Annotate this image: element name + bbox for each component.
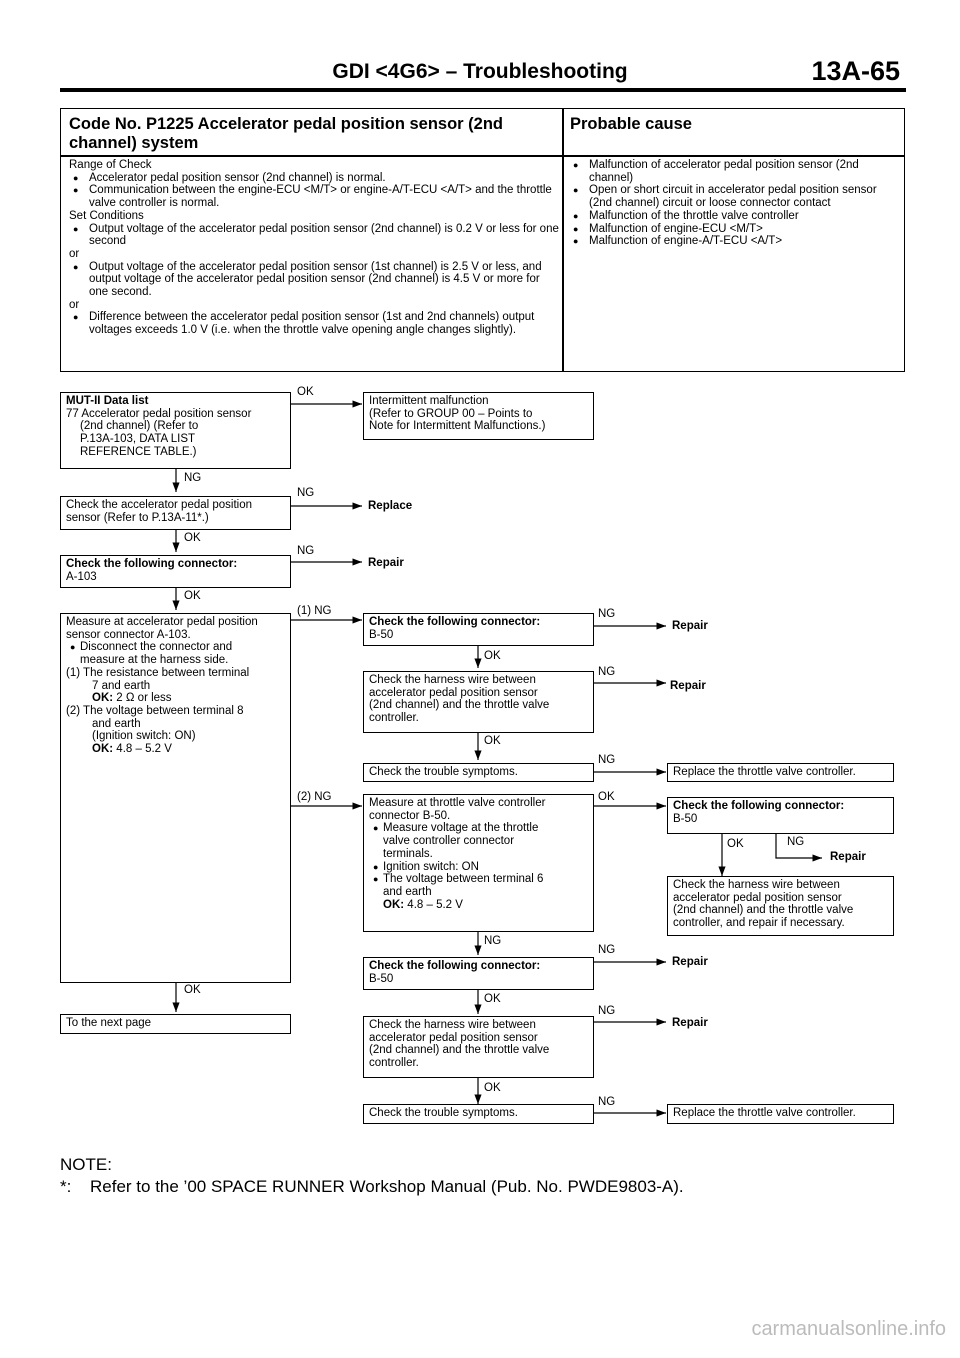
measure-tvc-line: Measure at throttle valve controller bbox=[369, 797, 546, 809]
connector-id: B-50 bbox=[369, 972, 394, 985]
trouble-symptoms-box bbox=[363, 763, 594, 782]
note-line bbox=[60, 1176, 684, 1198]
ng-branch-2-label: (2) NG bbox=[297, 791, 332, 803]
page-number: 13A-65 bbox=[811, 56, 900, 86]
check-connector-title: Check the following connector: bbox=[66, 558, 238, 570]
ok-label: OK bbox=[297, 386, 314, 398]
check-sensor-line: sensor (Refer to P.13A-11*.) bbox=[66, 511, 209, 524]
replace-tvc-text: Replace the throttle valve controller. bbox=[673, 1107, 856, 1119]
ok-label: OK bbox=[484, 993, 501, 1005]
ng-label: NG bbox=[484, 935, 502, 947]
ok-label: OK bbox=[484, 1082, 501, 1094]
next-page-text: To the next page bbox=[66, 1017, 152, 1029]
ng-label: NG bbox=[598, 1096, 616, 1108]
check-connector-b50-box-3 bbox=[667, 797, 894, 834]
replace-tvc-box bbox=[667, 763, 894, 782]
ok-label: OK: bbox=[383, 898, 405, 911]
mut-line: (2nd channel) (Refer to bbox=[80, 420, 199, 433]
ok-label: OK: bbox=[92, 743, 114, 756]
measure-line: sensor connector A-103. bbox=[66, 628, 191, 641]
trouble-text: Check the trouble symptoms. bbox=[369, 766, 518, 778]
measure-tvc-ok-line bbox=[369, 899, 588, 912]
measure-ok-line bbox=[66, 692, 285, 705]
harness-line: accelerator pedal position sensor bbox=[369, 686, 538, 699]
or-label: or bbox=[69, 298, 80, 311]
ng-label: NG bbox=[787, 836, 805, 848]
cause-item: ● Open or short circuit in accelerator pedal position sensor (2nd channel) circuit or loose connector contact bbox=[569, 184, 901, 209]
measure-tvc-line: valve controller connector bbox=[383, 835, 515, 848]
ng-label: NG bbox=[598, 666, 616, 678]
intermittent-line: Intermittent malfunction bbox=[369, 395, 489, 407]
watermark: carmanualsonline.info bbox=[751, 1318, 946, 1340]
trouble-text: Check the trouble symptoms. bbox=[369, 1107, 518, 1119]
harness-line: Check the harness wire between bbox=[369, 1019, 536, 1031]
measure-line: Measure at accelerator pedal position bbox=[66, 616, 258, 628]
ok-label: OK bbox=[598, 791, 615, 803]
ok-value: 4.8 – 5.2 V bbox=[116, 743, 172, 756]
intermittent-box bbox=[363, 392, 594, 440]
ng-label: NG bbox=[598, 754, 616, 766]
measure-tvc-line: connector B-50. bbox=[369, 809, 451, 822]
ng-label: NG bbox=[598, 1005, 616, 1017]
measure-tvc-line: ● Measure voltage at the throttle bbox=[369, 822, 588, 835]
measure-tvc-line: ● Ignition switch: ON bbox=[369, 861, 588, 874]
trouble-symptoms-box-2 bbox=[363, 1104, 594, 1124]
measure-tvc-box bbox=[363, 794, 594, 932]
mut-data-list-box bbox=[60, 392, 291, 469]
mut-line: 77 Accelerator pedal position sensor bbox=[66, 407, 252, 420]
ng-label: NG bbox=[297, 487, 315, 499]
set-label: Set Conditions bbox=[69, 209, 144, 222]
measure-line: ● Disconnect the connector and bbox=[66, 641, 285, 654]
harness-line: (2nd channel) and the throttle valve bbox=[369, 1044, 550, 1057]
harness-line: accelerator pedal position sensor bbox=[369, 1031, 538, 1044]
replace-tvc-text: Replace the throttle valve controller. bbox=[673, 766, 856, 778]
mut-line: REFERENCE TABLE.) bbox=[80, 445, 197, 458]
ok-label: OK bbox=[184, 532, 201, 544]
cause-item: ● Malfunction of accelerator pedal position sensor (2nd channel) bbox=[569, 159, 901, 184]
harness-repair-line: controller, and repair if necessary. bbox=[673, 917, 845, 930]
measure-ok-line bbox=[66, 743, 285, 756]
range-item: ● Accelerator pedal position sensor (2nd channel) is normal. bbox=[69, 172, 559, 185]
connector-id: B-50 bbox=[673, 812, 698, 825]
mut-line: P.13A-103, DATA LIST bbox=[80, 433, 196, 446]
cause-item: ● Malfunction of engine-A/T-ECU <A/T> bbox=[569, 235, 901, 248]
measure-tvc-line: and earth bbox=[383, 885, 432, 898]
harness-line: Check the harness wire between bbox=[369, 674, 536, 686]
measure-line: (1) The resistance between terminal bbox=[66, 666, 250, 679]
intermittent-line: (Refer to GROUP 00 – Points to bbox=[369, 407, 533, 420]
measure-line: measure at the harness side. bbox=[80, 654, 229, 667]
measure-line: (2) The voltage between terminal 8 bbox=[66, 704, 244, 717]
ng-label: NG bbox=[184, 472, 202, 484]
ok-value: 4.8 – 5.2 V bbox=[407, 898, 463, 911]
harness-repair-line: (2nd channel) and the throttle valve bbox=[673, 904, 854, 917]
ok-label: OK bbox=[184, 984, 201, 996]
footnote bbox=[60, 1154, 684, 1198]
harness-repair-box bbox=[667, 876, 894, 936]
ok-label: OK bbox=[484, 650, 501, 662]
note-star: *: bbox=[60, 1177, 72, 1196]
measure-tvc-line: terminals. bbox=[383, 847, 433, 860]
repair-result: Repair bbox=[672, 620, 708, 632]
cause-item: ● Malfunction of engine-ECU <M/T> bbox=[569, 223, 901, 236]
measure-line: and earth bbox=[92, 717, 141, 730]
ok-label: OK bbox=[727, 838, 744, 850]
ok-value: 2 Ω or less bbox=[116, 692, 172, 705]
repair-result: Repair bbox=[368, 557, 404, 569]
range-item: ● Communication between the engine-ECU <M/T> or engine-A/T-ECU <A/T> and the throttle valve controller is normal. bbox=[69, 184, 559, 209]
ng-label: NG bbox=[598, 608, 616, 620]
check-sensor-box bbox=[60, 496, 291, 530]
measure-sensor-box bbox=[60, 613, 291, 983]
ok-label: OK: bbox=[92, 692, 114, 705]
page-title: GDI <4G6> – Troubleshooting bbox=[332, 60, 628, 83]
connector-id: B-50 bbox=[369, 628, 394, 641]
ok-label: OK bbox=[184, 590, 201, 602]
range-label: Range of Check bbox=[69, 159, 152, 171]
repair-result: Repair bbox=[672, 1017, 708, 1029]
measure-line: (Ignition switch: ON) bbox=[92, 730, 196, 743]
ng-label: NG bbox=[598, 944, 616, 956]
cause-heading: Probable cause bbox=[570, 115, 692, 133]
check-connector-b50-box-2 bbox=[363, 957, 594, 990]
replace-tvc-box-2 bbox=[667, 1104, 894, 1124]
check-connector-title: Check the following connector: bbox=[369, 616, 541, 628]
connector-id: A-103 bbox=[66, 570, 97, 583]
next-page-box bbox=[60, 1014, 291, 1034]
harness-line: controller. bbox=[369, 712, 419, 725]
check-connector-title: Check the following connector: bbox=[369, 960, 541, 972]
note-label: NOTE: bbox=[60, 1155, 112, 1174]
check-connector-title: Check the following connector: bbox=[673, 800, 845, 812]
repair-result: Repair bbox=[830, 851, 866, 863]
or-label: or bbox=[69, 247, 80, 260]
measure-line: 7 and earth bbox=[92, 679, 151, 692]
set-item: ● Output voltage of the accelerator pedal position sensor (2nd channel) is 0.2 V or less for one second bbox=[69, 223, 559, 248]
intermittent-line: Note for Intermittent Malfunctions.) bbox=[369, 420, 546, 433]
harness-line: controller. bbox=[369, 1057, 419, 1070]
cause-item: ● Malfunction of the throttle valve controller bbox=[569, 210, 901, 223]
check-harness-box bbox=[363, 671, 594, 733]
ok-label: OK bbox=[484, 735, 501, 747]
ng-label: NG bbox=[297, 545, 315, 557]
note-text: Refer to the ’00 SPACE RUNNER Workshop Manual (Pub. No. PWDE9803-A). bbox=[90, 1177, 684, 1196]
mut-title: MUT-II Data list bbox=[66, 395, 149, 407]
set-item: ● Difference between the accelerator pedal position sensor (1st and 2nd channels) output voltages exceeds 1.0 V (i.e. when the throttle valve opening angle changes slightly). bbox=[69, 311, 559, 336]
set-item: ● Output voltage of the accelerator pedal position sensor (1st channel) is 2.5 V or less, and output voltage of the accelerator pedal position sensor (2nd channel) is 4.5 V or more for one second. bbox=[69, 261, 559, 299]
harness-repair-line: accelerator pedal position sensor bbox=[673, 891, 842, 904]
harness-repair-line: Check the harness wire between bbox=[673, 879, 840, 891]
check-sensor-line: Check the accelerator pedal position bbox=[66, 499, 253, 511]
code-heading: Code No. P1225 Accelerator pedal position sensor (2nd channel) system bbox=[69, 115, 504, 152]
check-harness-box-2 bbox=[363, 1016, 594, 1078]
ng-branch-1-label: (1) NG bbox=[297, 605, 332, 617]
measure-tvc-line: ● The voltage between terminal 6 bbox=[369, 873, 588, 886]
check-connector-b50-box bbox=[363, 613, 594, 646]
check-connector-a103-box bbox=[60, 555, 291, 588]
repair-result: Repair bbox=[670, 680, 706, 692]
repair-result: Repair bbox=[672, 956, 708, 968]
harness-line: (2nd channel) and the throttle valve bbox=[369, 699, 550, 712]
replace-result: Replace bbox=[368, 500, 413, 512]
